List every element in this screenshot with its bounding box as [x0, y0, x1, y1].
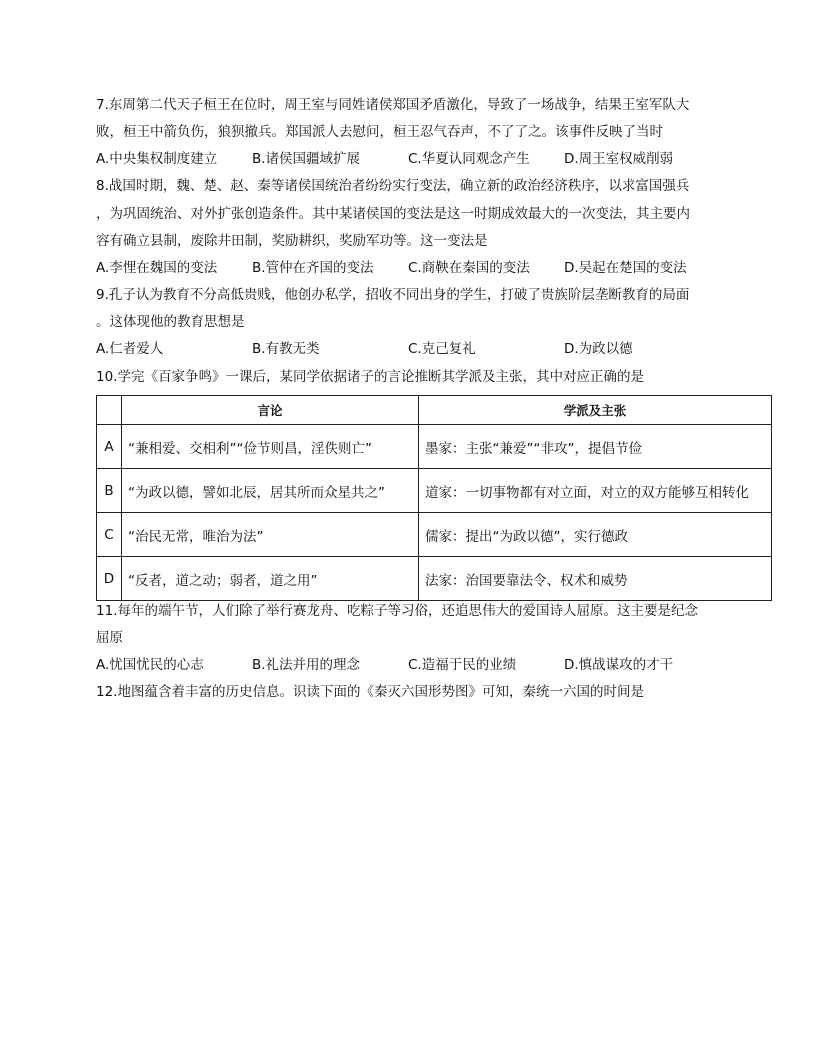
- q10-row-key: B: [97, 469, 122, 513]
- q10-table-header-row: [97, 396, 772, 425]
- q10-row-quote: “为政以德，譬如北辰，居其所而众星共之”: [122, 469, 419, 513]
- q10-row-school: 儒家：提出“为政以德”，实行德政: [419, 513, 772, 557]
- q11-option-c[interactable]: C.造福于民的业绩: [408, 657, 517, 673]
- q10-header-quote: 言论: [122, 396, 419, 425]
- q10-row-school: 道家：一切事物都有对立面，对立的双方能够互相转化: [419, 469, 772, 513]
- q11-options: [96, 655, 736, 675]
- q8-option-d[interactable]: D.吴起在楚国的变法: [564, 260, 687, 276]
- q10-row-key: C: [97, 513, 122, 557]
- q9-option-a[interactable]: A.仁者爱人: [96, 341, 164, 357]
- q11-option-a[interactable]: A.忧国忧民的心志: [96, 657, 204, 673]
- q10-row-c: [97, 513, 772, 557]
- q11-option-d[interactable]: D.慎战谋攻的才干: [564, 657, 674, 673]
- q10-row-key: A: [97, 425, 122, 469]
- q7-option-c[interactable]: C.华夏认同观念产生: [408, 151, 530, 167]
- q10-header-key: [97, 396, 122, 425]
- q9-stem-line-1: 9.孔子认为教育不分高低贵贱，他创办私学，招收不同出身的学生，打破了贵族阶层垄断教育的局面: [96, 287, 690, 303]
- q10-row-quote: “反者，道之动；弱者，道之用”: [122, 557, 419, 601]
- q7-stem-line-2: 败，桓王中箭负伤，狼狈撤兵。郑国派人去慰问，桓王忍气吞声，不了了之。该事件反映了当时: [96, 124, 663, 140]
- q7-option-b[interactable]: B.诸侯国疆域扩展: [252, 151, 361, 167]
- q7-option-d[interactable]: D.周王室权威削弱: [564, 151, 674, 167]
- q10-table: [96, 395, 772, 601]
- q9-stem-line-2: 。这体现他的教育思想是: [96, 314, 245, 330]
- q11-option-b[interactable]: B.礼法并用的理念: [252, 657, 361, 673]
- q9-options: [96, 339, 736, 359]
- q10-row-quote: “兼相爱、交相利”“俭节则昌，淫佚则亡”: [122, 425, 419, 469]
- q10-header-school: 学派及主张: [419, 396, 772, 425]
- q9-option-d[interactable]: D.为政以德: [564, 341, 633, 357]
- q8-option-b[interactable]: B.管仲在齐国的变法: [252, 260, 374, 276]
- q8-stem-line-1: 8.战国时期，魏、楚、赵、秦等诸侯国统治者纷纷实行变法，确立新的政治经济秩序，以求富国强兵: [96, 178, 690, 194]
- q11-stem-line-1: 11.每年的端午节，人们除了举行赛龙舟、吃粽子等习俗，还追思伟大的爱国诗人屈原。这主要是纪念: [96, 603, 698, 619]
- q11-stem-line-2: 屈原: [96, 630, 123, 646]
- q10-stem: 10.学完《百家争鸣》一课后，某同学依据诸子的言论推断其学派及主张，其中对应正确的是: [96, 369, 644, 385]
- q8-option-a[interactable]: A.李悝在魏国的变法: [96, 260, 218, 276]
- q12-stem: 12.地图蕴含着丰富的历史信息。识读下面的《秦灭六国形势图》可知，秦统一六国的时间是: [96, 684, 644, 700]
- q7-option-a[interactable]: A.中央集权制度建立: [96, 151, 218, 167]
- q10-row-key: D: [97, 557, 122, 601]
- q10-row-school: 法家：治国要靠法令、权术和威势: [419, 557, 772, 601]
- q10-row-b: [97, 469, 772, 513]
- q10-row-quote: “治民无常，唯治为法”: [122, 513, 419, 557]
- q9-option-b[interactable]: B.有教无类: [252, 341, 320, 357]
- q8-stem-line-2: ，为巩固统治、对外扩张创造条件。其中某诸侯国的变法是这一时期成效最大的一次变法，其主要内: [96, 206, 690, 222]
- q10-row-d: [97, 557, 772, 601]
- q7-options: [96, 149, 736, 169]
- q8-options: [96, 258, 736, 278]
- q7-stem-line-1: 7.东周第二代天子桓王在位时，周王室与同姓诸侯郑国矛盾激化，导致了一场战争，结果王室军队大: [96, 97, 690, 113]
- q8-option-c[interactable]: C.商鞅在秦国的变法: [408, 260, 530, 276]
- q10-row-a: [97, 425, 772, 469]
- q10-row-school: 墨家：主张“兼爱”“非攻”，提倡节俭: [419, 425, 772, 469]
- q9-option-c[interactable]: C.克己复礼: [408, 341, 476, 357]
- q8-stem-line-3: 容有确立县制，废除井田制，奖励耕织，奖励军功等。这一变法是: [96, 233, 488, 249]
